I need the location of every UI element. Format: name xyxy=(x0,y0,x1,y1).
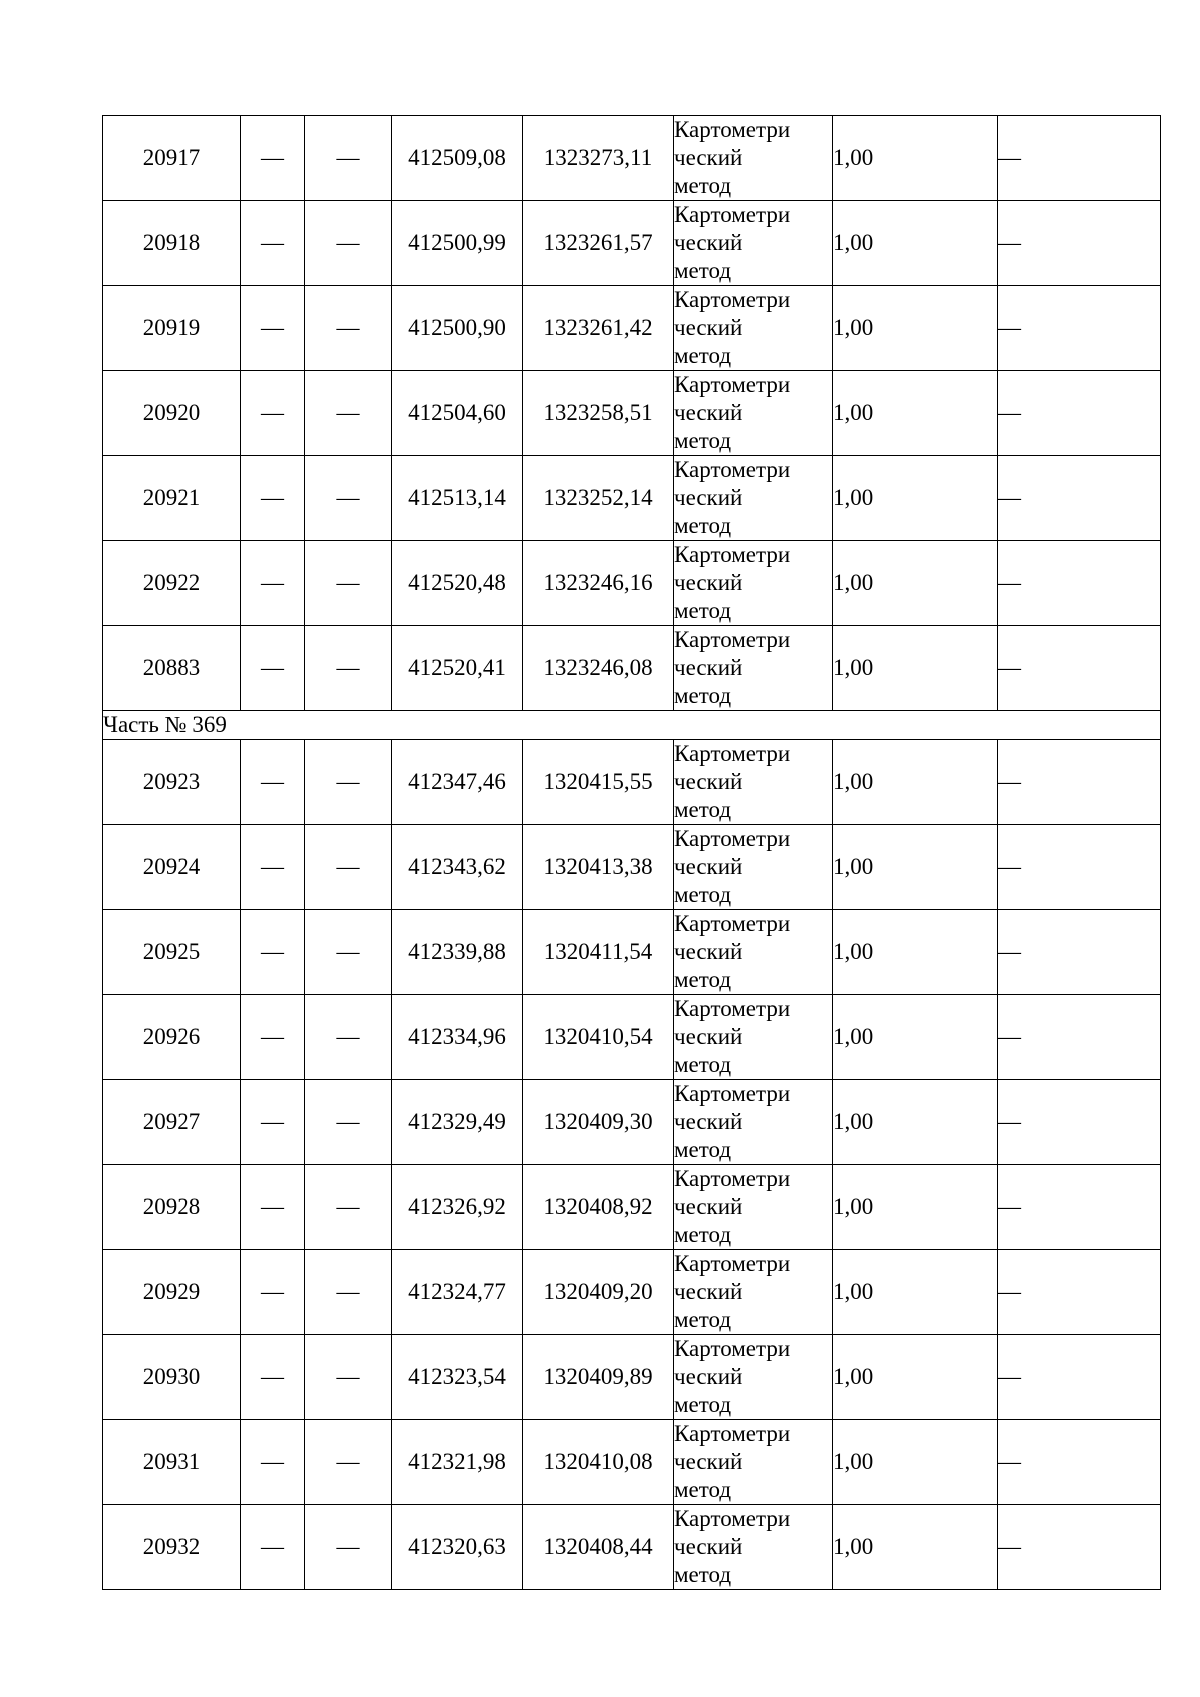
accuracy-value: 1,00 xyxy=(833,201,998,286)
method-cell xyxy=(674,456,833,541)
description-cell: — xyxy=(998,371,1161,456)
table-row xyxy=(103,116,1161,201)
point-number: 20925 xyxy=(103,910,241,995)
description-cell: — xyxy=(998,286,1161,371)
coordinate-y: 1320413,38 xyxy=(523,825,674,910)
empty-value-cell: — xyxy=(305,541,392,626)
accuracy-value: 1,00 xyxy=(833,541,998,626)
method-cell xyxy=(674,995,833,1080)
empty-value-cell: — xyxy=(241,626,305,711)
coordinate-y: 1320411,54 xyxy=(523,910,674,995)
method-text-line: ческий xyxy=(674,1194,743,1219)
method-cell xyxy=(674,1080,833,1165)
coordinate-x: 412323,54 xyxy=(392,1335,523,1420)
method-text-line: Картометри xyxy=(674,1166,791,1191)
description-cell: — xyxy=(998,910,1161,995)
method-text-line: Картометри xyxy=(674,372,791,397)
table-row xyxy=(103,456,1161,541)
table-row xyxy=(103,1335,1161,1420)
table-row xyxy=(103,995,1161,1080)
method-text-line: метод xyxy=(674,797,732,822)
method-cell xyxy=(674,371,833,456)
method-text-line: ческий xyxy=(674,939,743,964)
coordinate-y: 1323261,57 xyxy=(523,201,674,286)
point-number: 20918 xyxy=(103,201,241,286)
method-text-line: ческий xyxy=(674,485,743,510)
coordinate-x: 412339,88 xyxy=(392,910,523,995)
method-text-line: Картометри xyxy=(674,741,791,766)
method-text-line: метод xyxy=(674,1222,732,1247)
method-cell xyxy=(674,201,833,286)
coordinate-y: 1323258,51 xyxy=(523,371,674,456)
method-text-line: метод xyxy=(674,258,732,283)
method-text-line: Картометри xyxy=(674,457,791,482)
method-text-line: Картометри xyxy=(674,1506,791,1531)
method-text-line: метод xyxy=(674,1307,732,1332)
point-number: 20926 xyxy=(103,995,241,1080)
description-cell: — xyxy=(998,1505,1161,1590)
method-cell xyxy=(674,626,833,711)
method-text-line: Картометри xyxy=(674,826,791,851)
method-text-line: Картометри xyxy=(674,542,791,567)
method-cell xyxy=(674,1335,833,1420)
accuracy-value: 1,00 xyxy=(833,1165,998,1250)
point-number: 20921 xyxy=(103,456,241,541)
empty-value-cell: — xyxy=(305,825,392,910)
description-cell: — xyxy=(998,626,1161,711)
coordinate-y: 1320409,89 xyxy=(523,1335,674,1420)
coordinate-y: 1323252,14 xyxy=(523,456,674,541)
method-text-line: ческий xyxy=(674,1449,743,1474)
accuracy-value: 1,00 xyxy=(833,740,998,825)
point-number: 20927 xyxy=(103,1080,241,1165)
table-row xyxy=(103,1505,1161,1590)
part-heading-row xyxy=(103,711,1161,740)
method-text-line: ческий xyxy=(674,1534,743,1559)
method-cell xyxy=(674,1250,833,1335)
method-text-line: Картометри xyxy=(674,627,791,652)
method-text-line: метод xyxy=(674,882,732,907)
coordinate-x: 412347,46 xyxy=(392,740,523,825)
description-cell: — xyxy=(998,740,1161,825)
part-label: Часть № 369 xyxy=(103,711,1161,740)
table-row xyxy=(103,1165,1161,1250)
coordinate-x: 412513,14 xyxy=(392,456,523,541)
empty-value-cell: — xyxy=(305,201,392,286)
accuracy-value: 1,00 xyxy=(833,1505,998,1590)
table-row xyxy=(103,201,1161,286)
method-text-line: Картометри xyxy=(674,996,791,1021)
empty-value-cell: — xyxy=(241,1505,305,1590)
description-cell: — xyxy=(998,541,1161,626)
method-text-line: метод xyxy=(674,173,732,198)
accuracy-value: 1,00 xyxy=(833,371,998,456)
point-number: 20919 xyxy=(103,286,241,371)
empty-value-cell: — xyxy=(305,116,392,201)
method-text-line: ческий xyxy=(674,854,743,879)
description-cell: — xyxy=(998,116,1161,201)
method-cell xyxy=(674,825,833,910)
method-text-line: ческий xyxy=(674,1109,743,1134)
coordinates-table xyxy=(102,115,1161,1590)
empty-value-cell: — xyxy=(305,995,392,1080)
method-text-line: ческий xyxy=(674,769,743,794)
empty-value-cell: — xyxy=(305,1080,392,1165)
coordinate-y: 1320409,20 xyxy=(523,1250,674,1335)
method-cell xyxy=(674,286,833,371)
accuracy-value: 1,00 xyxy=(833,1335,998,1420)
description-cell: — xyxy=(998,1165,1161,1250)
table-row xyxy=(103,1080,1161,1165)
empty-value-cell: — xyxy=(305,626,392,711)
coordinate-x: 412500,90 xyxy=(392,286,523,371)
empty-value-cell: — xyxy=(305,1250,392,1335)
empty-value-cell: — xyxy=(241,1420,305,1505)
method-text-line: Картометри xyxy=(674,1336,791,1361)
method-cell xyxy=(674,740,833,825)
empty-value-cell: — xyxy=(305,1165,392,1250)
empty-value-cell: — xyxy=(241,910,305,995)
coordinate-x: 412509,08 xyxy=(392,116,523,201)
empty-value-cell: — xyxy=(241,286,305,371)
coordinate-x: 412500,99 xyxy=(392,201,523,286)
method-text-line: метод xyxy=(674,1052,732,1077)
point-number: 20922 xyxy=(103,541,241,626)
description-cell: — xyxy=(998,201,1161,286)
table-row xyxy=(103,825,1161,910)
method-text-line: метод xyxy=(674,343,732,368)
coordinate-y: 1320409,30 xyxy=(523,1080,674,1165)
table-row xyxy=(103,626,1161,711)
coordinate-x: 412520,41 xyxy=(392,626,523,711)
accuracy-value: 1,00 xyxy=(833,910,998,995)
empty-value-cell: — xyxy=(305,910,392,995)
method-text-line: метод xyxy=(674,1392,732,1417)
coordinate-x: 412321,98 xyxy=(392,1420,523,1505)
accuracy-value: 1,00 xyxy=(833,626,998,711)
point-number: 20930 xyxy=(103,1335,241,1420)
method-text-line: ческий xyxy=(674,1279,743,1304)
method-text-line: Картометри xyxy=(674,287,791,312)
empty-value-cell: — xyxy=(241,1250,305,1335)
empty-value-cell: — xyxy=(305,1335,392,1420)
coordinate-y: 1320410,08 xyxy=(523,1420,674,1505)
description-cell: — xyxy=(998,1335,1161,1420)
method-text-line: ческий xyxy=(674,655,743,680)
accuracy-value: 1,00 xyxy=(833,1250,998,1335)
empty-value-cell: — xyxy=(305,371,392,456)
table-row xyxy=(103,740,1161,825)
coordinate-y: 1320415,55 xyxy=(523,740,674,825)
empty-value-cell: — xyxy=(241,541,305,626)
empty-value-cell: — xyxy=(241,371,305,456)
empty-value-cell: — xyxy=(241,740,305,825)
empty-value-cell: — xyxy=(241,116,305,201)
method-cell xyxy=(674,1420,833,1505)
method-text-line: метод xyxy=(674,967,732,992)
coordinate-y: 1323246,16 xyxy=(523,541,674,626)
point-number: 20883 xyxy=(103,626,241,711)
point-number: 20929 xyxy=(103,1250,241,1335)
method-text-line: метод xyxy=(674,1562,732,1587)
method-text-line: ческий xyxy=(674,570,743,595)
table-body xyxy=(103,116,1161,1590)
point-number: 20931 xyxy=(103,1420,241,1505)
empty-value-cell: — xyxy=(241,995,305,1080)
accuracy-value: 1,00 xyxy=(833,995,998,1080)
empty-value-cell: — xyxy=(241,825,305,910)
method-text-line: метод xyxy=(674,683,732,708)
description-cell: — xyxy=(998,1080,1161,1165)
accuracy-value: 1,00 xyxy=(833,825,998,910)
coordinate-x: 412520,48 xyxy=(392,541,523,626)
empty-value-cell: — xyxy=(241,1080,305,1165)
point-number: 20917 xyxy=(103,116,241,201)
method-cell xyxy=(674,1165,833,1250)
coordinate-y: 1323246,08 xyxy=(523,626,674,711)
table-row xyxy=(103,910,1161,995)
method-text-line: метод xyxy=(674,1477,732,1502)
coordinate-y: 1320408,44 xyxy=(523,1505,674,1590)
empty-value-cell: — xyxy=(305,1505,392,1590)
description-cell: — xyxy=(998,995,1161,1080)
empty-value-cell: — xyxy=(305,740,392,825)
coordinate-y: 1320408,92 xyxy=(523,1165,674,1250)
coordinate-y: 1323261,42 xyxy=(523,286,674,371)
accuracy-value: 1,00 xyxy=(833,286,998,371)
empty-value-cell: — xyxy=(241,1165,305,1250)
point-number: 20923 xyxy=(103,740,241,825)
description-cell: — xyxy=(998,1250,1161,1335)
description-cell: — xyxy=(998,1420,1161,1505)
table-row xyxy=(103,541,1161,626)
empty-value-cell: — xyxy=(241,456,305,541)
method-cell xyxy=(674,1505,833,1590)
method-text-line: ческий xyxy=(674,1364,743,1389)
method-text-line: Картометри xyxy=(674,1081,791,1106)
point-number: 20924 xyxy=(103,825,241,910)
point-number: 20932 xyxy=(103,1505,241,1590)
table-row xyxy=(103,371,1161,456)
coordinate-x: 412320,63 xyxy=(392,1505,523,1590)
method-text-line: ческий xyxy=(674,1024,743,1049)
method-cell xyxy=(674,910,833,995)
empty-value-cell: — xyxy=(305,1420,392,1505)
accuracy-value: 1,00 xyxy=(833,456,998,541)
method-text-line: ческий xyxy=(674,315,743,340)
accuracy-value: 1,00 xyxy=(833,116,998,201)
empty-value-cell: — xyxy=(305,286,392,371)
description-cell: — xyxy=(998,456,1161,541)
coordinate-x: 412329,49 xyxy=(392,1080,523,1165)
coordinate-x: 412326,92 xyxy=(392,1165,523,1250)
empty-value-cell: — xyxy=(241,1335,305,1420)
method-text-line: метод xyxy=(674,1137,732,1162)
point-number: 20928 xyxy=(103,1165,241,1250)
method-text-line: Картометри xyxy=(674,1421,791,1446)
coordinate-x: 412334,96 xyxy=(392,995,523,1080)
method-text-line: Картометри xyxy=(674,202,791,227)
point-number: 20920 xyxy=(103,371,241,456)
method-text-line: ческий xyxy=(674,400,743,425)
method-text-line: Картометри xyxy=(674,1251,791,1276)
coordinate-x: 412324,77 xyxy=(392,1250,523,1335)
accuracy-value: 1,00 xyxy=(833,1420,998,1505)
method-cell xyxy=(674,116,833,201)
coordinate-x: 412343,62 xyxy=(392,825,523,910)
method-cell xyxy=(674,541,833,626)
empty-value-cell: — xyxy=(305,456,392,541)
method-text-line: Картометри xyxy=(674,911,791,936)
method-text-line: метод xyxy=(674,428,732,453)
table-row xyxy=(103,286,1161,371)
table-row xyxy=(103,1420,1161,1505)
empty-value-cell: — xyxy=(241,201,305,286)
table-row xyxy=(103,1250,1161,1335)
method-text-line: Картометри xyxy=(674,117,791,142)
method-text-line: метод xyxy=(674,513,732,538)
method-text-line: ческий xyxy=(674,230,743,255)
coordinate-y: 1323273,11 xyxy=(523,116,674,201)
description-cell: — xyxy=(998,825,1161,910)
coordinate-y: 1320410,54 xyxy=(523,995,674,1080)
method-text-line: метод xyxy=(674,598,732,623)
coordinate-x: 412504,60 xyxy=(392,371,523,456)
method-text-line: ческий xyxy=(674,145,743,170)
accuracy-value: 1,00 xyxy=(833,1080,998,1165)
